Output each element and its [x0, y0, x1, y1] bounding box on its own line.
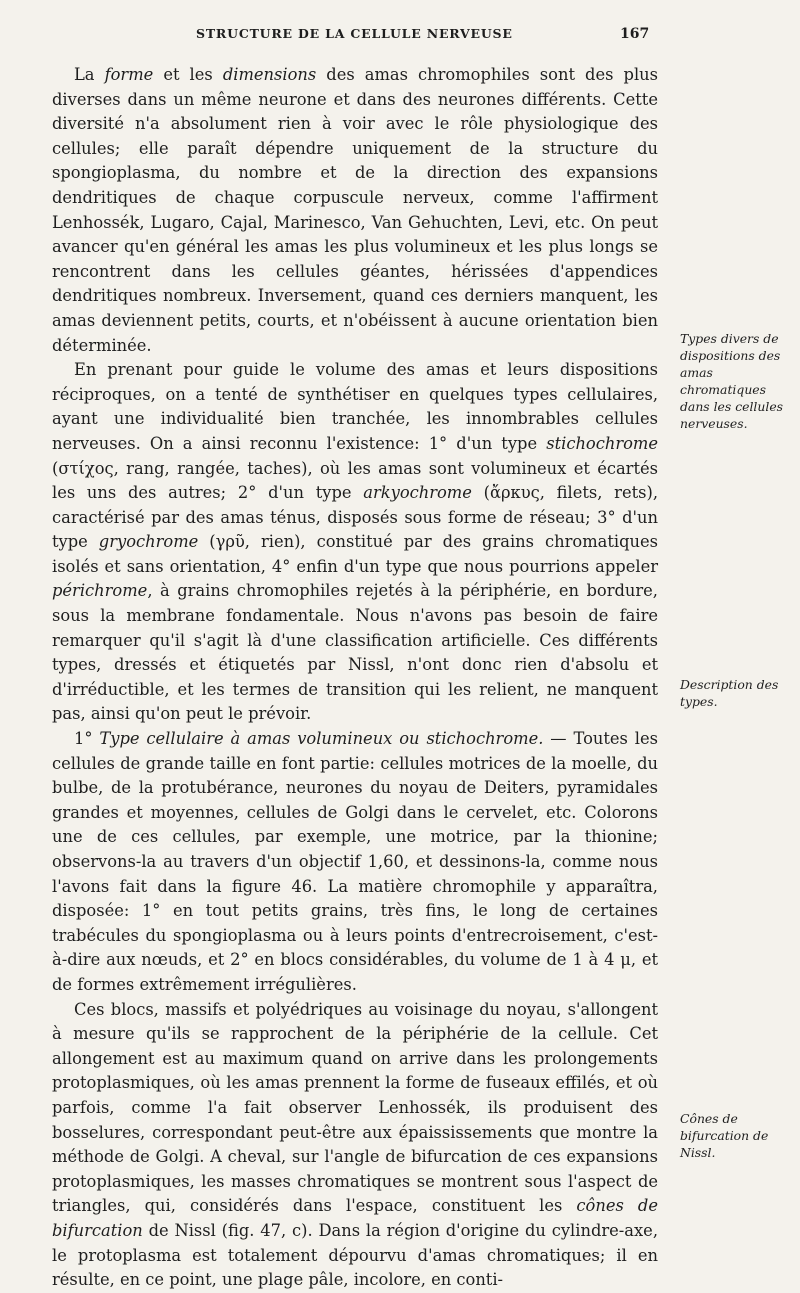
page-number: 167 [620, 26, 650, 42]
italic-term: gryochrome [98, 532, 199, 552]
text-segment: 1° [74, 729, 100, 749]
paragraph [52, 358, 658, 727]
text-segment: des amas chromophiles sont des plus diverses dans un même neurone et dans des neurones différents. Cette diversité n'a absolument rien à voir avec le rôle physiologique des cellules; elle paraît dépendre uniquement de la structure du spongioplasma, du nombre et de la direction des expansions dendritiques de chaque corpuscule nerveux, comme l'affirment Lenhossék, Lugaro, Cajal, Marinesco, Van Gehuchten, Levi, etc. On peut avancer qu'en général les amas les plus volumineux et les plus longs se rencontrent dans les cellules géantes, hérissées d'appendices dendritiques nombreux. Inversement, quand ces derniers manquent, les amas deviennent petits, courts, et n'obéissent à aucune orientation bien déterminée. [52, 65, 658, 355]
text-segment: de Nissl (fig. 47, c). Dans la région d'origine du cylindre-axe, le protoplasma est totalement dépourvu d'amas chromatiques; il en résulte, en ce point, une plage pâle, incolore, en conti- [52, 1220, 658, 1290]
paragraph [52, 727, 658, 998]
paragraph [52, 998, 658, 1293]
text-segment: Ces blocs, massifs et polyédriques au voisinage du noyau, s'allongent à mesure qu'ils se rapprochent de la périphérie de la cellule. Cet allongement est au maximum quand on arrive dans les prolongements protoplasmiques, où les amas prennent la forme de fuseaux effilés, et où parfois, comme l'a fait observer Lenhossék, ils produisent des bosselures, correspondant peut-être aux épaississements que montre la méthode de Golgi. A cheval, sur l'angle de bifurcation de ces expansions protoplasmiques, les masses chromatiques se montrent sous l'aspect de triangles, qui, considérés dans l'espace, constituent les [52, 999, 658, 1216]
text-segment: La [74, 65, 105, 84]
running-title: STRUCTURE DE LA CELLULE NERVEUSE [196, 26, 513, 41]
paragraph [52, 63, 658, 358]
margin-note-description: Description des types. [680, 677, 779, 709]
text-segment: (στίχος, rang, rangée, taches), où les amas sont volumineux et écartés les uns des autres; 2° d'un type [52, 458, 658, 503]
text-segment: et les [153, 65, 223, 84]
text-segment: , à grains chromophiles rejetés à la périphérie, en bordure, sous la membrane fondamentale. Nous n'avons pas besoin de faire remarquer qu'il s'agit là d'une classification artificielle. Ces différents types, dressés et étiquetés par Nissl, n'ont donc rien d'absolu et d'irréductible, et les termes de transition qui les relient, ne manquent pas, ainsi qu'on peut le prévoir. [52, 581, 658, 724]
italic-term: forme [104, 65, 154, 84]
text-segment: (γρῦ, rien), constitué par des grains chromatiques isolés et sans orientation, 4° enfin d'un type que nous pourrions appeler [52, 532, 658, 576]
body-text [52, 63, 658, 1293]
page-header [0, 26, 800, 46]
text-segment: (ἄρκυς, filets, rets), caractérisé par des amas ténus, disposés sous forme de réseau; 3° d'un type [52, 483, 659, 552]
margin-note-types: Types divers de dispositions des amas chromatiques dans les cellules nerveuses. [680, 331, 784, 431]
text-segment: En prenant pour guide le volume des amas et leurs dispositions réciproques, on a tenté de synthétiser en quelques types cellulaires, ayant une individualité bien tranchée, les innombrables cellules nerveuses. On a ainsi reconnu l'existence: 1° d'un type [52, 360, 658, 453]
italic-term: Type cellulaire à amas volumineux ou stichochrome. [99, 729, 544, 749]
margin-note-cones: Cônes de bifurcation de Nissl. [680, 1111, 769, 1160]
italic-term: cônes de bifurcation [52, 1196, 658, 1240]
italic-term: arkyochrome [363, 483, 472, 503]
italic-term: dimensions [222, 65, 317, 84]
italic-term: périchrome [52, 581, 148, 601]
text-segment: — Toutes les cellules de grande taille en font partie: cellules motrices de la moelle, du bulbe, de la protubérance, neurones du noyau de Deiters, pyramidales grandes et moyennes, cellules de Golgi dans le cervelet, etc. Colorons une de ces cellules, par exemple, une motrice, par la thionine; observons-la au travers d'un objectif 1,60, et dessinons-la, comme nous l'avons fait dans la figure 46. La matière chromophile y apparaîtra, disposée: 1° en tout petits grains, très fins, le long de certaines trabécules du spongioplasma ou à leurs points d'entrecroisement, c'est-à-dire aux nœuds, et 2° en blocs considérables, du volume de 1 à 4 μ, et de formes extrêmement irrégulières. [52, 729, 659, 994]
italic-term: stichochrome [546, 433, 658, 453]
